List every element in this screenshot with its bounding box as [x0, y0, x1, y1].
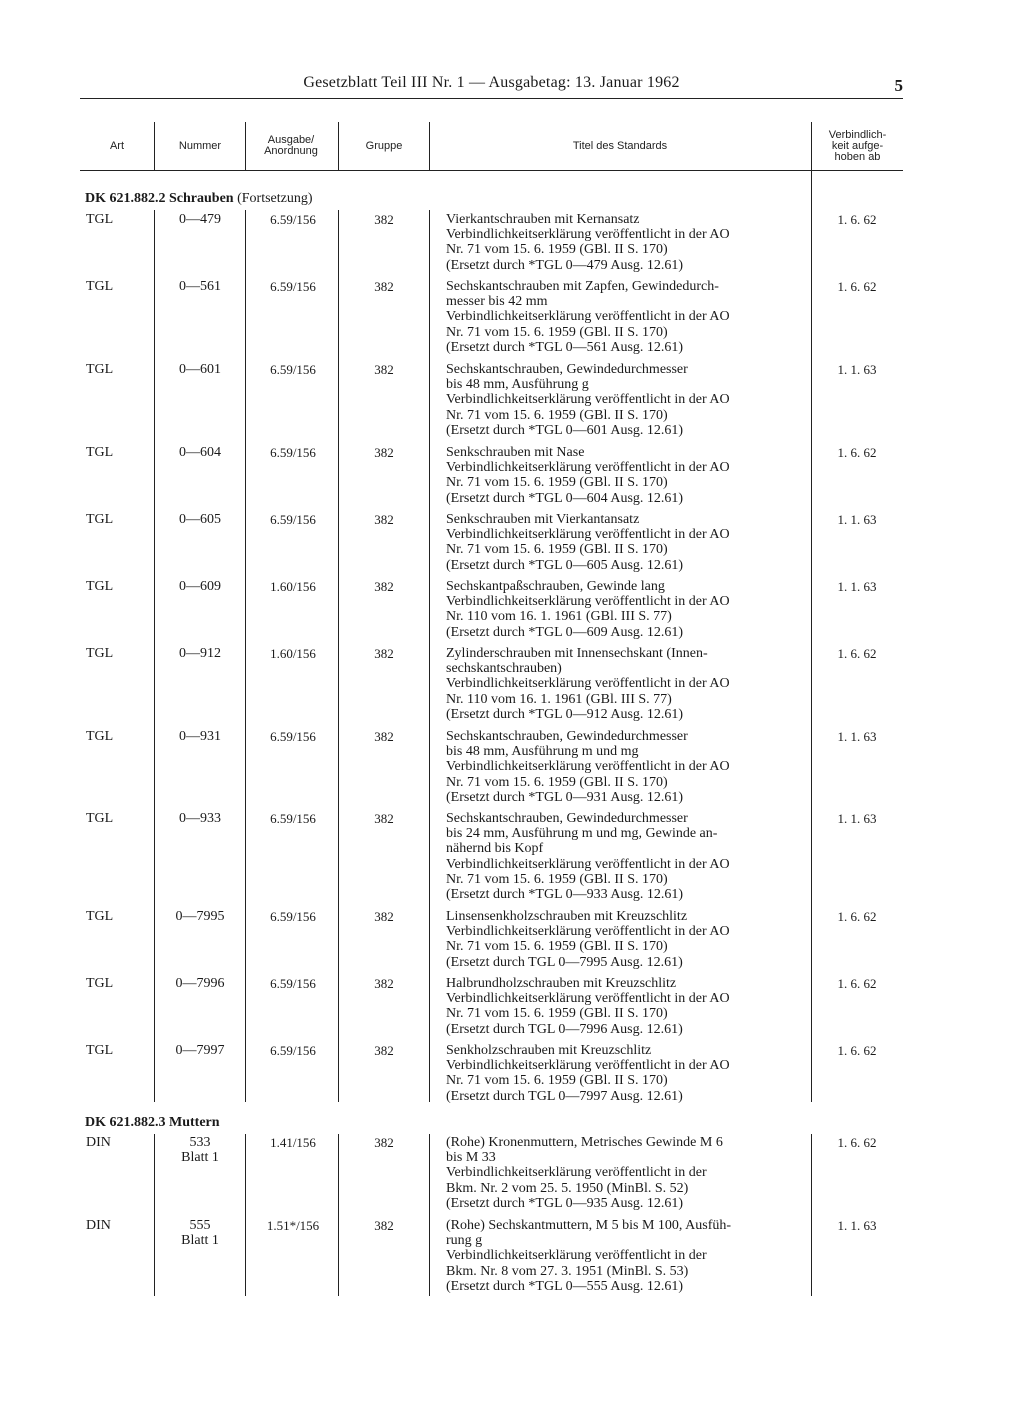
- row-titel: [446, 445, 808, 506]
- row-datum: 1. 1. 63: [837, 362, 877, 377]
- row-ausgabe: 6.59/156: [270, 362, 316, 377]
- row-nummer: [156, 362, 244, 377]
- row-ausgabe: 6.59/156: [270, 729, 316, 744]
- row-titel-line: Senkschrauben mit Nase: [446, 445, 585, 460]
- row-nummer-line: 0—7995: [175, 909, 225, 924]
- row-nummer-line: 0—933: [179, 811, 221, 826]
- row-titel-line: sechskantschrauben): [446, 661, 562, 677]
- row-titel-line: bis 48 mm, Ausführung g: [446, 377, 589, 393]
- column-divider: [338, 1134, 339, 1296]
- row-art: TGL: [86, 909, 114, 924]
- row-titel: [446, 362, 808, 438]
- row-art: TGL: [86, 362, 114, 377]
- row-titel-line: (Ersetzt durch *TGL 0—931 Ausg. 12.61): [446, 789, 684, 805]
- row-titel: [446, 1135, 808, 1211]
- row-titel-line: Verbindlichkeitserklärung veröffentlicht in der AO: [446, 227, 730, 243]
- row-titel-line: (Ersetzt durch *TGL 0—561 Ausg. 12.61): [446, 339, 684, 355]
- row-ausgabe: 6.59/156: [270, 279, 316, 294]
- row-gruppe: 382: [374, 646, 394, 661]
- row-gruppe: 382: [374, 362, 394, 377]
- row-titel-line: (Ersetzt durch *TGL 0—935 Ausg. 12.61): [446, 1195, 684, 1211]
- row-datum: 1. 6. 62: [837, 445, 877, 460]
- row-datum: 1. 1. 63: [837, 579, 877, 594]
- row-nummer: [156, 1218, 244, 1248]
- row-titel-line: Verbindlichkeitserklärung veröffentlicht in der AO: [446, 1058, 730, 1074]
- row-titel-line: nähernd bis Kopf: [446, 841, 544, 857]
- row-titel-line: (Ersetzt durch TGL 0—7997 Ausg. 12.61): [446, 1088, 683, 1104]
- row-titel-line: Vierkantschrauben mit Kernansatz: [446, 212, 640, 227]
- column-divider: [811, 170, 812, 1102]
- row-nummer-line: 0—931: [179, 729, 221, 744]
- row-art: TGL: [86, 646, 114, 661]
- section-code: DK 621.882.3 Muttern: [85, 1115, 220, 1130]
- row-nummer: [156, 811, 244, 826]
- row-datum: 1. 6. 62: [837, 646, 877, 661]
- row-titel-line: Nr. 71 vom 15. 6. 1959 (GBl. II S. 170): [446, 324, 668, 340]
- row-nummer: [156, 1043, 244, 1058]
- row-titel-line: (Ersetzt durch *TGL 0—605 Ausg. 12.61): [446, 557, 684, 573]
- row-titel-line: Verbindlichkeitserklärung veröffentlicht in der AO: [446, 309, 730, 325]
- row-art: TGL: [86, 579, 114, 594]
- row-nummer: [156, 279, 244, 294]
- row-titel-line: Verbindlichkeitserklärung veröffentlicht in der AO: [446, 594, 730, 610]
- row-nummer: [156, 1135, 244, 1165]
- row-nummer-line: Blatt 1: [181, 1150, 219, 1166]
- row-art: TGL: [86, 976, 114, 991]
- row-titel-line: Nr. 71 vom 15. 6. 1959 (GBl. II S. 170): [446, 939, 668, 955]
- row-titel-line: (Ersetzt durch TGL 0—7995 Ausg. 12.61): [446, 954, 683, 970]
- row-titel-line: messer bis 42 mm: [446, 294, 548, 310]
- row-titel-line: Verbindlichkeitserklärung veröffentlicht in der AO: [446, 527, 730, 543]
- row-art: TGL: [86, 279, 114, 294]
- row-titel-line: Sechskantschrauben mit Zapfen, Gewindedurch-: [446, 279, 719, 294]
- row-titel-line: rung g: [446, 1233, 483, 1249]
- row-titel-line: Senkschrauben mit Vierkantansatz: [446, 512, 640, 527]
- column-header-verb-line3: hoben ab: [834, 150, 881, 163]
- row-titel-line: Verbindlichkeitserklärung veröffentlicht in der AO: [446, 676, 730, 692]
- row-gruppe: 382: [374, 729, 394, 744]
- column-header-titel-label: Titel des Standards: [572, 139, 668, 152]
- row-titel-line: Senkholzschrauben mit Kreuzschlitz: [446, 1043, 652, 1058]
- row-titel-line: Sechskantpaßschrauben, Gewinde lang: [446, 579, 665, 594]
- row-art: TGL: [86, 512, 114, 527]
- row-titel-line: Sechskantschrauben, Gewindedurchmesser: [446, 362, 688, 377]
- row-titel-line: (Ersetzt durch *TGL 0—933 Ausg. 12.61): [446, 887, 684, 903]
- row-nummer-line: 0—609: [179, 579, 221, 594]
- row-ausgabe: 1.60/156: [270, 579, 316, 594]
- row-titel-line: Nr. 71 vom 15. 6. 1959 (GBl. II S. 170): [446, 475, 668, 491]
- column-header-ausgabe-line1: Ausgabe/: [267, 134, 315, 146]
- column-divider: [429, 1134, 430, 1296]
- row-titel-line: Nr. 71 vom 15. 6. 1959 (GBl. II S. 170): [446, 242, 668, 258]
- row-titel-line: Verbindlichkeitserklärung veröffentlicht in der AO: [446, 856, 730, 872]
- column-header-art-label: Art: [109, 139, 125, 152]
- row-datum: 1. 1. 63: [837, 512, 877, 527]
- row-titel-line: (Ersetzt durch TGL 0—7996 Ausg. 12.61): [446, 1021, 683, 1037]
- column-header-ausgabe-line2: Anordnung: [264, 145, 318, 157]
- row-datum: 1. 6. 62: [837, 212, 877, 227]
- row-gruppe: 382: [374, 811, 394, 826]
- row-nummer: [156, 445, 244, 460]
- row-titel: [446, 976, 808, 1037]
- section-code: DK 621.882.2 Schrauben: [85, 191, 234, 206]
- row-titel-line: Zylinderschrauben mit Innensechskant (Innen-: [446, 646, 708, 661]
- row-ausgabe: 1.60/156: [270, 646, 316, 661]
- row-titel: [446, 1218, 808, 1294]
- row-nummer-line: 555: [189, 1218, 211, 1233]
- row-gruppe: 382: [374, 212, 394, 227]
- row-nummer-line: 0—605: [179, 512, 221, 527]
- row-titel-line: (Rohe) Kronenmuttern, Metrisches Gewinde M 6: [446, 1135, 723, 1150]
- row-titel-line: Verbindlichkeitserklärung veröffentlicht in der AO: [446, 759, 730, 775]
- row-titel-line: (Rohe) Sechskantmuttern, M 5 bis M 100, Ausfüh-: [446, 1218, 732, 1233]
- row-art: DIN: [86, 1135, 111, 1150]
- row-datum: 1. 6. 62: [837, 279, 877, 294]
- row-gruppe: 382: [374, 512, 394, 527]
- column-divider: [154, 1134, 155, 1296]
- row-datum: 1. 1. 63: [837, 1218, 877, 1233]
- row-titel-line: Verbindlichkeitserklärung veröffentlicht in der AO: [446, 460, 730, 476]
- row-art: TGL: [86, 1043, 114, 1058]
- row-ausgabe: 1.51*/156: [266, 1218, 320, 1233]
- row-titel-line: Nr. 71 vom 15. 6. 1959 (GBl. II S. 170): [446, 1073, 668, 1089]
- column-header-ausgabe: [246, 122, 336, 170]
- row-art: TGL: [86, 729, 114, 744]
- row-nummer-line: 0—7996: [175, 976, 225, 991]
- row-titel-line: bis M 33: [446, 1150, 496, 1166]
- row-datum: 1. 6. 62: [837, 976, 877, 991]
- row-titel-line: Nr. 71 vom 15. 6. 1959 (GBl. II S. 170): [446, 871, 668, 887]
- row-titel: [446, 279, 808, 355]
- row-art: TGL: [86, 445, 114, 460]
- column-divider: [429, 122, 430, 170]
- row-titel-line: Linsensenkholzschrauben mit Kreuzschlitz: [446, 909, 688, 924]
- row-nummer: [156, 646, 244, 661]
- column-divider: [429, 210, 430, 1102]
- column-header-verb-line1: Verbindlich-: [828, 128, 887, 141]
- row-titel-line: Verbindlichkeitserklärung veröffentlicht in der: [446, 1248, 707, 1264]
- row-ausgabe: 6.59/156: [270, 212, 316, 227]
- row-ausgabe: 6.59/156: [270, 811, 316, 826]
- row-titel: [446, 909, 808, 970]
- row-gruppe: 382: [374, 1043, 394, 1058]
- row-gruppe: 382: [374, 976, 394, 991]
- column-divider: [245, 1134, 246, 1296]
- column-divider: [338, 122, 339, 170]
- row-art: TGL: [86, 212, 114, 227]
- row-datum: 1. 6. 62: [837, 1135, 877, 1150]
- row-titel: [446, 646, 808, 722]
- column-divider: [811, 122, 812, 170]
- row-titel: [446, 729, 808, 805]
- row-ausgabe: 6.59/156: [270, 512, 316, 527]
- row-gruppe: 382: [374, 1218, 394, 1233]
- row-titel-line: bis 24 mm, Ausführung m und mg, Gewinde an-: [446, 826, 718, 842]
- row-titel-line: Sechskantschrauben, Gewindedurchmesser: [446, 811, 688, 826]
- row-ausgabe: 6.59/156: [270, 445, 316, 460]
- row-nummer: [156, 579, 244, 594]
- row-datum: 1. 1. 63: [837, 729, 877, 744]
- row-titel-line: (Ersetzt durch *TGL 0—912 Ausg. 12.61): [446, 706, 684, 722]
- row-ausgabe: 6.59/156: [270, 1043, 316, 1058]
- row-titel-line: Nr. 71 vom 15. 6. 1959 (GBl. II S. 170): [446, 542, 668, 558]
- row-titel-line: Bkm. Nr. 2 vom 25. 5. 1950 (MinBl. S. 52): [446, 1180, 689, 1196]
- page-header-title: Gesetzblatt Teil III Nr. 1 — Ausgabetag: 13. Januar 1962: [303, 74, 680, 91]
- table-header-rule: [80, 170, 903, 171]
- row-art: TGL: [86, 811, 114, 826]
- row-nummer-line: 0—601: [179, 362, 221, 377]
- row-titel-line: Nr. 110 vom 16. 1. 1961 (GBl. III S. 77): [446, 609, 672, 625]
- row-titel-line: (Ersetzt durch *TGL 0—609 Ausg. 12.61): [446, 624, 684, 640]
- row-titel-line: Nr. 71 vom 15. 6. 1959 (GBl. II S. 170): [446, 774, 668, 790]
- section-suffix: (Fortsetzung): [237, 191, 313, 206]
- row-nummer-line: 0—604: [179, 445, 221, 460]
- row-ausgabe: 1.41/156: [270, 1135, 316, 1150]
- row-gruppe: 382: [374, 1135, 394, 1150]
- row-nummer: [156, 729, 244, 744]
- column-divider: [811, 1134, 812, 1296]
- row-datum: 1. 1. 63: [837, 811, 877, 826]
- row-nummer-line: Blatt 1: [181, 1233, 219, 1249]
- row-datum: 1. 6. 62: [837, 909, 877, 924]
- row-titel: [446, 579, 808, 640]
- column-divider: [154, 122, 155, 170]
- row-art: DIN: [86, 1218, 111, 1233]
- section-heading-muttern: [85, 1115, 220, 1131]
- page-number: 5: [894, 76, 903, 95]
- row-datum: 1. 6. 62: [837, 1043, 877, 1058]
- column-header-verb-line2: keit aufge-: [831, 139, 884, 152]
- row-titel-line: Halbrundholzschrauben mit Kreuzschlitz: [446, 976, 677, 991]
- page-header: [80, 70, 903, 99]
- row-nummer: [156, 212, 244, 227]
- row-nummer: [156, 976, 244, 991]
- row-titel-line: Nr. 110 vom 16. 1. 1961 (GBl. III S. 77): [446, 691, 672, 707]
- row-titel: [446, 1043, 808, 1104]
- row-nummer-line: 0—912: [179, 646, 221, 661]
- row-gruppe: 382: [374, 579, 394, 594]
- row-titel-line: Nr. 71 vom 15. 6. 1959 (GBl. II S. 170): [446, 407, 668, 423]
- row-gruppe: 382: [374, 445, 394, 460]
- row-ausgabe: 6.59/156: [270, 976, 316, 991]
- row-titel-line: bis 48 mm, Ausführung m und mg: [446, 744, 639, 760]
- row-titel: [446, 212, 808, 273]
- row-ausgabe: 6.59/156: [270, 909, 316, 924]
- column-divider: [245, 122, 246, 170]
- row-gruppe: 382: [374, 279, 394, 294]
- column-header-gruppe-label: Gruppe: [365, 139, 403, 152]
- row-titel-line: (Ersetzt durch *TGL 0—601 Ausg. 12.61): [446, 422, 684, 438]
- column-header-titel: [430, 122, 810, 170]
- row-nummer: [156, 909, 244, 924]
- row-titel-line: Verbindlichkeitserklärung veröffentlicht in der AO: [446, 392, 730, 408]
- row-gruppe: 382: [374, 909, 394, 924]
- row-titel: [446, 512, 808, 573]
- row-nummer-line: 533: [189, 1135, 211, 1150]
- column-header-art: [80, 122, 154, 170]
- section-heading-schrauben: [85, 191, 313, 207]
- row-nummer-line: 0—7997: [175, 1043, 225, 1058]
- column-header-nummer-label: Nummer: [178, 139, 222, 152]
- column-header-nummer: [155, 122, 245, 170]
- row-titel: [446, 811, 808, 902]
- column-header-verbindlichkeit: [812, 122, 903, 170]
- row-titel-line: (Ersetzt durch *TGL 0—479 Ausg. 12.61): [446, 257, 684, 273]
- row-titel-line: Nr. 71 vom 15. 6. 1959 (GBl. II S. 170): [446, 1006, 668, 1022]
- row-titel-line: Bkm. Nr. 8 vom 27. 3. 1951 (MinBl. S. 53): [446, 1263, 689, 1279]
- row-titel-line: (Ersetzt durch *TGL 0—555 Ausg. 12.61): [446, 1278, 684, 1294]
- row-nummer-line: 0—479: [179, 212, 221, 227]
- column-header-gruppe: [340, 122, 428, 170]
- row-nummer: [156, 512, 244, 527]
- row-titel-line: (Ersetzt durch *TGL 0—604 Ausg. 12.61): [446, 490, 684, 506]
- column-divider: [154, 210, 155, 1102]
- row-nummer-line: 0—561: [179, 279, 221, 294]
- row-titel-line: Verbindlichkeitserklärung veröffentlicht in der AO: [446, 924, 730, 940]
- row-titel-line: Sechskantschrauben, Gewindedurchmesser: [446, 729, 688, 744]
- row-titel-line: Verbindlichkeitserklärung veröffentlicht in der AO: [446, 991, 730, 1007]
- row-titel-line: Verbindlichkeitserklärung veröffentlicht in der: [446, 1165, 707, 1181]
